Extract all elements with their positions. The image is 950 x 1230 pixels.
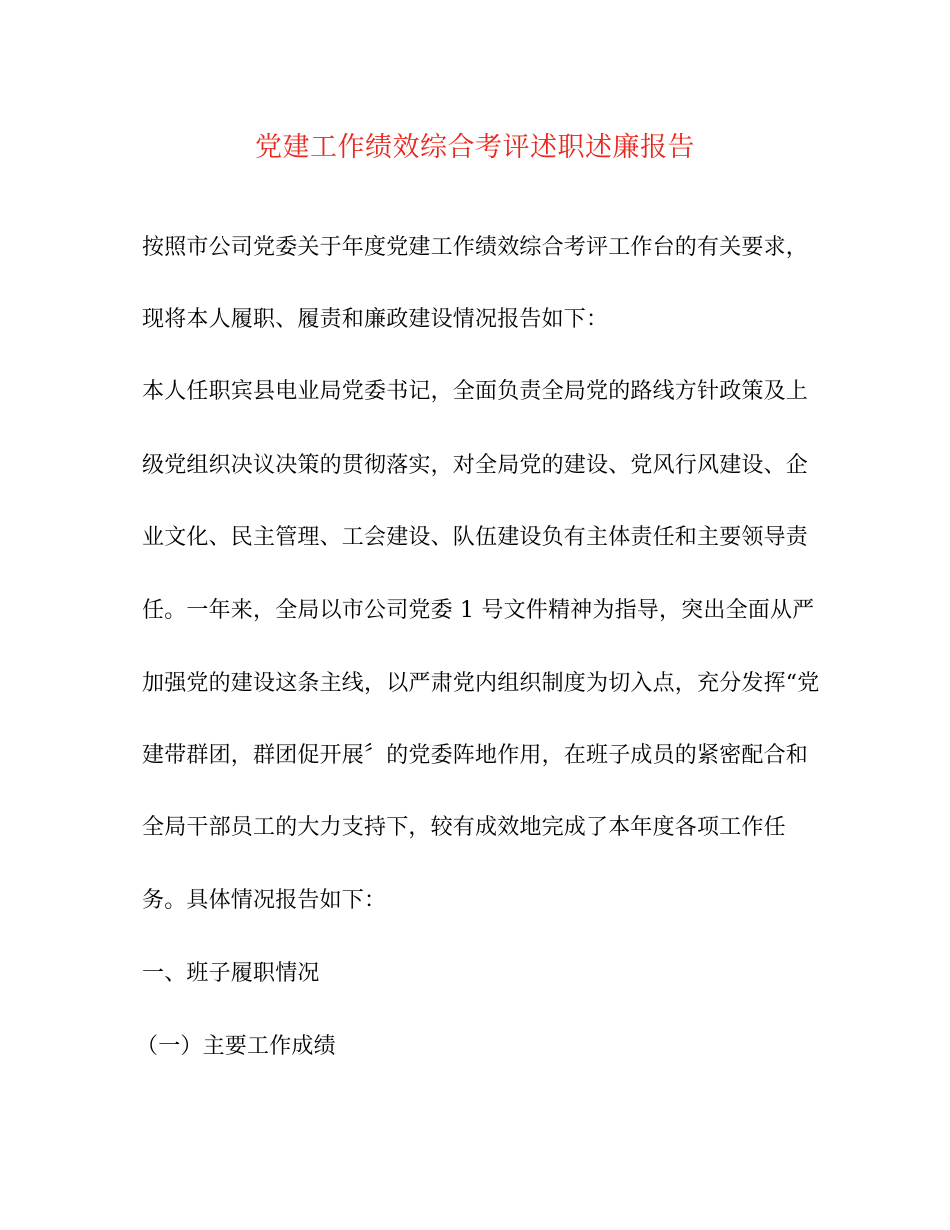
body-line-10: 务。具体情况报告如下：	[142, 888, 387, 913]
section-heading: 一、班子履职情况	[142, 961, 320, 986]
subsection-heading: （一）主要工作成绩	[136, 1034, 336, 1059]
body-line-3: 本人任职宾县电业局党委书记，全面负责全局党的路线方针政策及上	[142, 379, 809, 404]
body-line-5: 业文化、民主管理、工会建设、队伍建设负有主体责任和主要领导责	[142, 525, 809, 550]
document-title: 党建工作绩效综合考评述职述廉报告	[255, 132, 695, 163]
body-line-4: 级党组织决议决策的贯彻落实，对全局党的建设、党风行风建设、企	[142, 453, 809, 478]
body-line-7: 加强党的建设这条主线，以严肃党内组织制度为切入点，充分发挥“党	[142, 671, 820, 696]
body-line-1: 按照市公司党委关于年度党建工作绩效综合考评工作台的有关要求，	[142, 235, 809, 260]
body-line-2: 现将本人履职、履责和廉政建设情况报告如下：	[142, 307, 609, 332]
body-line-8: 建带群团，群团促开展〞的党委阵地作用，在班子成员的紧密配合和	[142, 743, 809, 768]
body-line-9: 全局干部员工的大力支持下，较有成效地完成了本年度各项工作任	[142, 815, 786, 840]
body-line-6: 任。一年来，全局以市公司党委 1 号文件精神为指导，突出全面从严	[142, 598, 815, 623]
